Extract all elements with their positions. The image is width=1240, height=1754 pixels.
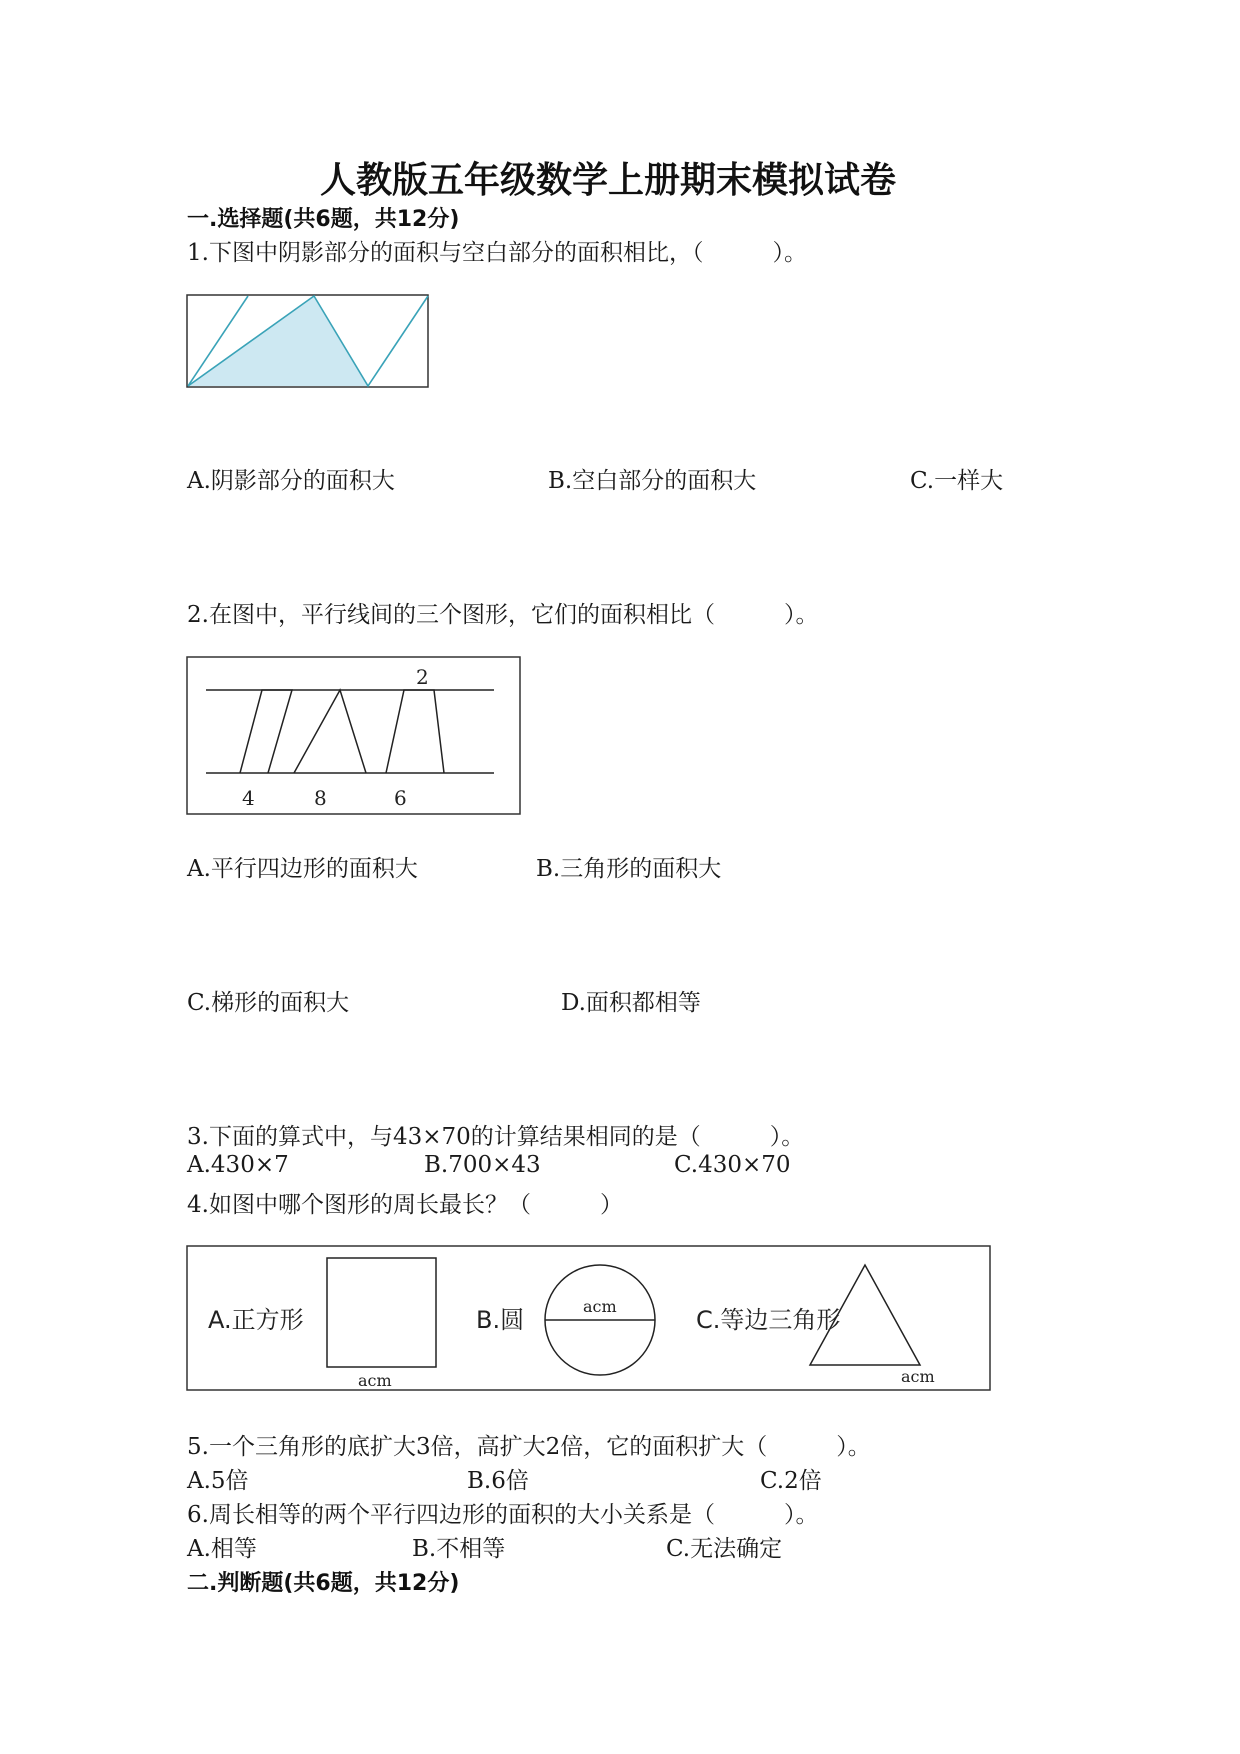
q5-option-b[interactable]: B.6倍 <box>467 1468 529 1494</box>
label-triangle: C.等边三角形 <box>696 1306 841 1334</box>
section-heading-judgement: 二.判断题(共6题，共12分) <box>187 1571 460 1596</box>
question-5-text: 5.一个三角形的底扩大3倍，高扩大2倍，它的面积扩大（ ）。 <box>187 1434 871 1460</box>
label-square: A.正方形 <box>208 1306 304 1334</box>
q1-option-a[interactable]: A.阴影部分的面积大 <box>187 468 395 494</box>
q6-option-b[interactable]: B.不相等 <box>412 1536 506 1562</box>
q2-option-c[interactable]: C.梯形的面积大 <box>187 990 350 1016</box>
question-1-text: 1.下图中阴影部分的面积与空白部分的面积相比，（ ）。 <box>187 240 807 266</box>
question-3-text: 3.下面的算式中，与43×70的计算结果相同的是（ ）。 <box>187 1124 805 1150</box>
q2-option-a[interactable]: A.平行四边形的面积大 <box>187 856 418 882</box>
q1-option-c[interactable]: C.一样大 <box>910 468 1004 494</box>
question-1-figure <box>186 294 430 388</box>
label-base-6: 6 <box>394 786 407 810</box>
label-circle: B.圆 <box>476 1306 525 1334</box>
section-heading-choice: 一.选择题(共6题，共12分) <box>187 207 460 232</box>
q3-option-b[interactable]: B.700×43 <box>424 1152 541 1178</box>
label-triangle-side: acm <box>901 1367 935 1386</box>
q6-option-a[interactable]: A.相等 <box>187 1536 257 1562</box>
question-4-figure <box>186 1245 992 1393</box>
q3-option-a[interactable]: A.430×7 <box>187 1152 289 1178</box>
label-square-side: acm <box>358 1371 392 1390</box>
q5-option-a[interactable]: A.5倍 <box>187 1468 249 1494</box>
q5-option-c[interactable]: C.2倍 <box>760 1468 822 1494</box>
q2-option-d[interactable]: D.面积都相等 <box>561 990 701 1016</box>
q1-option-b[interactable]: B.空白部分的面积大 <box>548 468 757 494</box>
question-2-figure <box>186 656 522 816</box>
question-6-text: 6.周长相等的两个平行四边形的面积的大小关系是（ ）。 <box>187 1502 819 1528</box>
label-top-2: 2 <box>416 665 429 689</box>
label-circle-diameter: acm <box>583 1297 617 1316</box>
q2-option-b[interactable]: B.三角形的面积大 <box>536 856 722 882</box>
question-4-text: 4.如图中哪个图形的周长最长？（ ） <box>187 1192 623 1218</box>
question-2-text: 2.在图中，平行线间的三个图形，它们的面积相比（ ）。 <box>187 602 819 628</box>
q3-option-c[interactable]: C.430×70 <box>674 1152 791 1178</box>
label-base-8: 8 <box>314 786 327 810</box>
label-base-4: 4 <box>242 786 255 810</box>
q6-option-c[interactable]: C.无法确定 <box>666 1536 783 1562</box>
page-title: 人教版五年级数学上册期末模拟试卷 <box>320 160 897 201</box>
